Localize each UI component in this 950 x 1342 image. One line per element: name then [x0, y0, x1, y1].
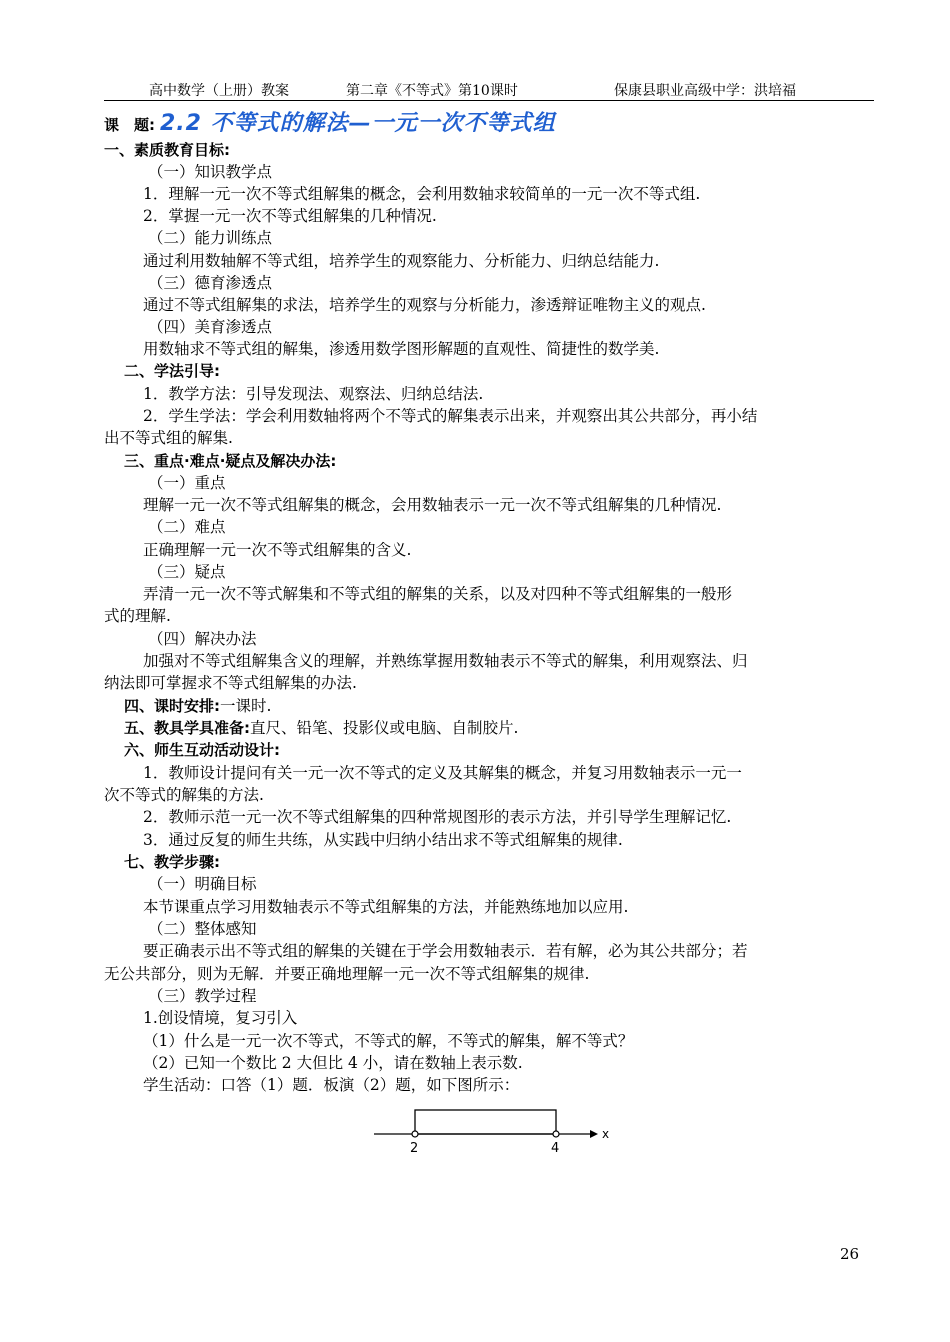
subheading: （二）整体感知	[148, 920, 257, 938]
page-header	[104, 78, 874, 101]
subheading: （三）教学过程	[148, 987, 257, 1005]
paragraph-line: （2）已知一个数比 2 大但比 4 小，请在数轴上表示数.	[143, 1054, 523, 1072]
paragraph-line: （1）什么是一元一次不等式，不等式的解，不等式的解集，解不等式？	[143, 1032, 634, 1050]
subheading: （二）难点	[148, 518, 226, 536]
paragraph-line: 纳法即可掌握求不等式组解集的办法.	[104, 674, 357, 692]
paragraph-line: 出不等式组的解集.	[104, 429, 233, 447]
paragraph-line: 正确理解一元一次不等式组解集的含义.	[143, 541, 412, 559]
paragraph-line: 无公共部分，则为无解．并要正确地理解一元一次不等式组解集的规律.	[104, 965, 590, 983]
section-heading-1: 一、素质教育目标:	[104, 141, 230, 159]
subheading: （四）美育渗透点	[148, 318, 273, 336]
section-heading-7: 七、教学步骤:	[124, 853, 220, 871]
lesson-title	[104, 110, 556, 139]
section-heading-6: 六、师生互动活动设计:	[124, 741, 280, 759]
tick-label-2: 2	[410, 1141, 419, 1156]
paragraph-line: 理解一元一次不等式组解集的概念，会用数轴表示一元一次不等式组解集的几种情况.	[143, 496, 722, 514]
section-heading-2: 二、学法引导:	[124, 362, 220, 380]
subheading: （一）知识教学点	[148, 163, 273, 181]
paragraph-line: 式的理解.	[104, 607, 171, 625]
paragraph-line: 2．学生学法：学会利用数轴将两个不等式的解集表示出来，并观察出其公共部分，再小结	[143, 407, 758, 425]
paragraph-line: 1.创设情境，复习引入	[143, 1009, 298, 1027]
endpoint-open-4	[553, 1131, 559, 1137]
axis-label-x: x	[602, 1127, 610, 1141]
paragraph-line: 1．教学方法：引导发现法、观察法、归纳总结法.	[143, 385, 484, 403]
paragraph-line: 1．理解一元一次不等式组解集的概念，会利用数轴求较简单的一元一次不等式组.	[143, 185, 701, 203]
subheading: （三）德育渗透点	[148, 274, 273, 292]
section-5-text: 直尺、铅笔、投影仪或电脑、自制胶片.	[250, 719, 519, 737]
subheading: （三）疑点	[148, 563, 226, 581]
page-number: 26	[840, 1245, 860, 1263]
paragraph-line: 次不等式的解集的方法.	[104, 786, 264, 804]
paragraph-line: 要正确表示出不等式组的解集的关键在于学会用数轴表示．若有解，必为其公共部分；若	[143, 942, 748, 960]
title-text: 2.2 不等式的解法—一元一次不等式组	[159, 111, 556, 136]
header-course: 高中数学（上册）教案	[149, 83, 289, 99]
section-4-text: 一课时.	[220, 697, 272, 715]
header-chapter: 第二章《不等式》第10课时	[346, 83, 518, 99]
paragraph-line: 弄清一元一次不等式解集和不等式组的解集的关系，以及对四种不等式组解集的一般形	[143, 585, 733, 603]
header-school: 保康县职业高级中学：洪培福	[614, 83, 796, 99]
subheading: （二）能力训练点	[148, 229, 273, 247]
paragraph-line: 学生活动：口答（1）题．板演（2）题，如下图所示：	[143, 1076, 520, 1094]
section-heading-3: 三、重点·难点·疑点及解决办法:	[124, 452, 337, 470]
subheading: （四）解决办法	[148, 630, 257, 648]
title-label: 课 题:	[104, 116, 155, 134]
endpoint-open-2	[412, 1131, 418, 1137]
subheading: （一）明确目标	[148, 875, 257, 893]
section-heading-5: 五、教具学具准备:	[124, 719, 250, 737]
paragraph-line: 通过不等式组解集的求法，培养学生的观察与分析能力，渗透辩证唯物主义的观点.	[143, 296, 706, 314]
paragraph-line: 1．教师设计提问有关一元一次不等式的定义及其解集的概念，并复习用数轴表示一元一	[143, 764, 742, 782]
number-line-figure	[370, 1100, 620, 1160]
section-5-line	[124, 718, 518, 738]
tick-label-4: 4	[551, 1141, 560, 1156]
section-4-line	[124, 696, 271, 716]
paragraph-line: 2．教师示范一元一次不等式组解集的四种常规图形的表示方法，并引导学生理解记忆.	[143, 808, 732, 826]
subheading: （一）重点	[148, 474, 226, 492]
paragraph-line: 3．通过反复的师生共练，从实践中归纳小结出求不等式组解集的规律.	[143, 831, 623, 849]
paragraph-line: 加强对不等式组解集含义的理解，并熟练掌握用数轴表示不等式的解集，利用观察法、归	[143, 652, 748, 670]
paragraph-line: 用数轴求不等式组的解集，渗透用数学图形解题的直观性、简捷性的数学美.	[143, 340, 660, 358]
axis-arrow	[590, 1130, 598, 1138]
paragraph-line: 本节课重点学习用数轴表示不等式组解集的方法，并能熟练地加以应用.	[143, 898, 629, 916]
paragraph-line: 2．掌握一元一次不等式组解集的几种情况.	[143, 207, 437, 225]
solution-interval	[415, 1110, 556, 1134]
paragraph-line: 通过利用数轴解不等式组，培养学生的观察能力、分析能力、归纳总结能力.	[143, 252, 660, 270]
section-heading-4: 四、课时安排:	[124, 697, 220, 715]
